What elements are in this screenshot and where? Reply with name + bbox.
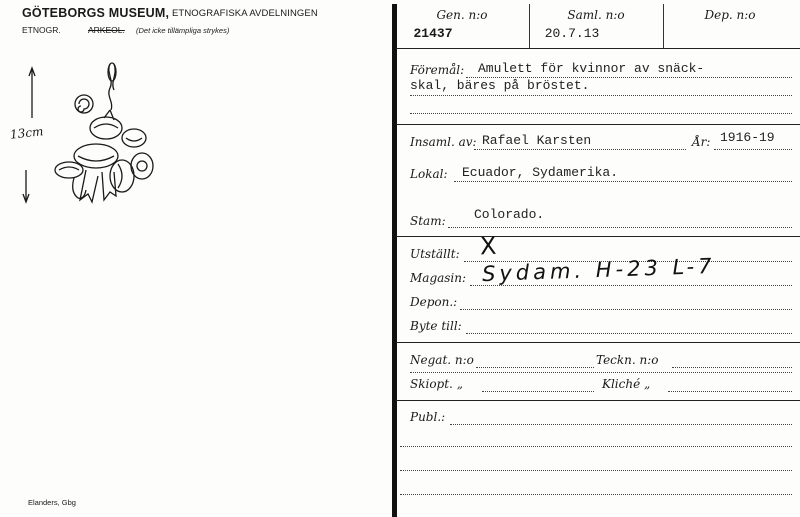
department-name: ETNOGRAFISKA AVDELNINGEN [172, 8, 318, 19]
publ-label: Publ.: [410, 410, 446, 424]
dotted-line [470, 285, 792, 286]
stam-label: Stam: [410, 214, 446, 228]
dotted-line [400, 446, 792, 447]
utstallt-value: X [479, 231, 501, 261]
etnogr-label: ETNOGR. [22, 25, 61, 35]
scale-label: 13cm [9, 124, 45, 142]
stam-value: Colorado. [474, 207, 545, 222]
dotted-line [466, 333, 792, 334]
insaml-value: Rafael Karsten [482, 133, 592, 148]
ar-label: År: [692, 135, 711, 149]
dotted-line [476, 367, 594, 368]
dotted-line [714, 149, 792, 150]
strike-note: (Det icke tillämpliga strykes) [136, 26, 230, 35]
arkeol-label: ARKEOL. [88, 25, 125, 35]
insaml-label: Insaml. av: [410, 135, 477, 149]
museum-name: GÖTEBORGS MUSEUM, [22, 6, 170, 20]
magasin-label: Magasin: [410, 271, 467, 285]
dotted-line [400, 494, 792, 495]
dotted-line [460, 309, 792, 310]
saml-value: 20.7.13 [544, 26, 600, 41]
box-divider [529, 4, 530, 48]
skiopt-label: Skiopt. „ [410, 377, 463, 391]
lokal-value: Ecuador, Sydamerika. [462, 165, 619, 180]
dotted-line [668, 391, 792, 392]
foremal-value-line1: Amulett för kvinnor av snäck- [478, 61, 705, 76]
dotted-line [454, 181, 792, 182]
box-bottom-rule [396, 48, 800, 49]
printer-imprint: Elanders, Gbg [28, 498, 76, 507]
section-rule [396, 342, 800, 343]
dotted-line [474, 149, 686, 150]
lokal-label: Lokal: [410, 167, 448, 181]
dep-label: Dep. n:o [704, 8, 756, 22]
dotted-line [410, 95, 792, 96]
kliche-label: Kliché „ [602, 377, 651, 391]
section-rule [396, 400, 800, 401]
foremal-label: Föremål: [410, 63, 465, 77]
byte-label: Byte till: [410, 319, 462, 333]
dotted-line [410, 113, 792, 114]
gen-value: 21437 [413, 26, 453, 41]
section-rule [396, 124, 800, 125]
dotted-line [672, 367, 792, 368]
depon-label: Depon.: [410, 295, 458, 309]
foremal-value-line2: skal, bäres på bröstet. [410, 78, 590, 93]
gen-label: Gen. n:o [436, 8, 488, 22]
dotted-line [400, 470, 792, 471]
section-rule [396, 236, 800, 237]
saml-label: Saml. n:o [567, 8, 625, 22]
teckn-label: Teckn. n:o [596, 353, 659, 367]
ar-value: 1916-19 [720, 130, 775, 145]
dotted-line [482, 391, 594, 392]
utstallt-label: Utställt: [410, 247, 460, 261]
form-left-rule [392, 4, 397, 517]
dotted-line [466, 77, 792, 78]
dotted-line [448, 227, 792, 228]
dotted-line [450, 424, 792, 425]
dotted-line [410, 372, 792, 373]
box-divider [663, 4, 664, 48]
magasin-value: Sydam. H-23 L-7 [481, 253, 716, 287]
negat-label: Negat. n:o [410, 353, 474, 367]
